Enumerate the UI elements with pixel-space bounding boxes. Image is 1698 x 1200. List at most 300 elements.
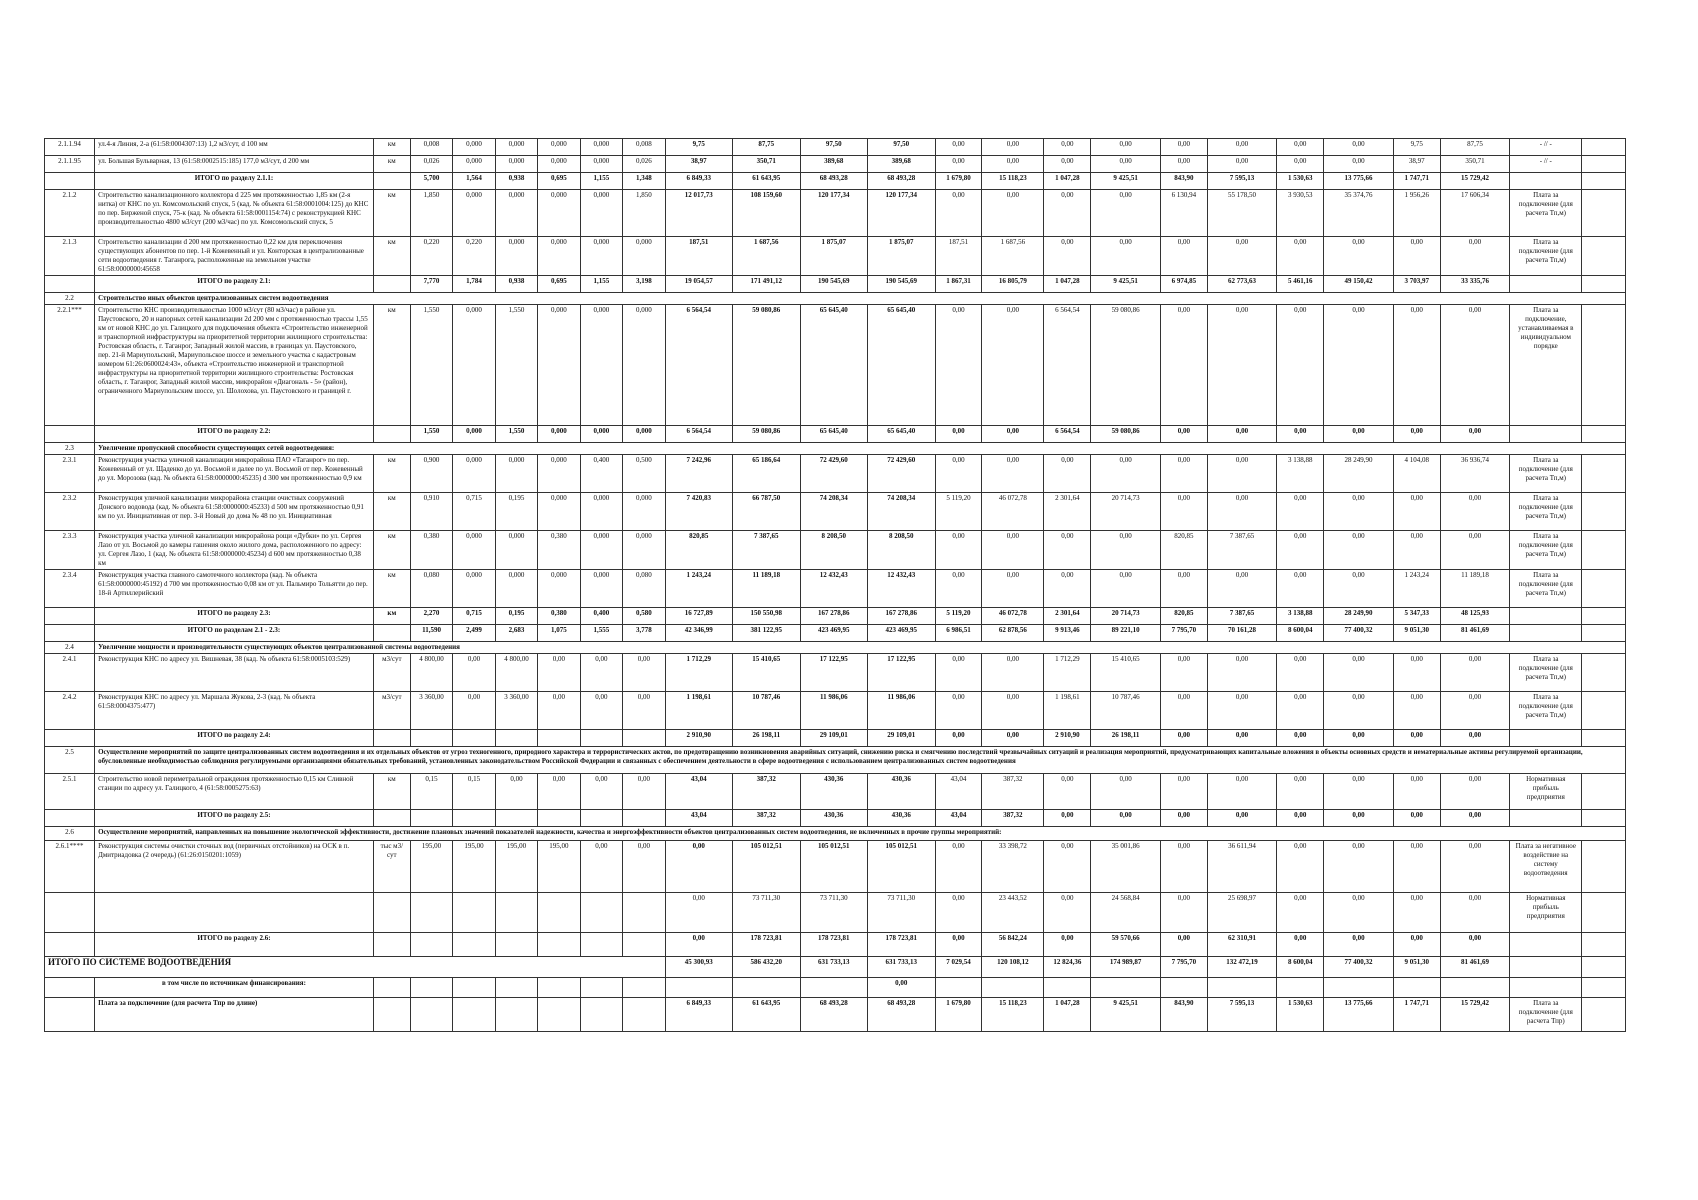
value-cell: 2 301,64: [1044, 608, 1091, 625]
subtotal-label: ИТОГО по разделу 2.6:: [95, 933, 374, 957]
value-cell: 0,00: [1160, 774, 1207, 810]
value-cell: 0,00: [1393, 933, 1440, 957]
item-name: Реконструкция участка уличной канализации микрорайона ПАО «Таганрог» по пер. Кожевенный от ул. Щаденко до ул. Восьмой и далее по ул. Восьмой от пер. Кожевенный до ул. Морозова (кад. № объекта 61:58:0000000:45235) d 300 мм протяженностью 0,9 км: [95, 455, 374, 493]
value-cell: 33 398,72: [982, 841, 1044, 893]
value-cell: 6 849,33: [665, 173, 733, 190]
value-cell: 9 425,51: [1091, 276, 1161, 293]
value-cell: 0,00: [1440, 493, 1510, 531]
value-cell: 0,00: [1207, 654, 1277, 692]
value-cell: 0,00: [982, 531, 1044, 570]
value-cell: 0,00: [1207, 139, 1277, 156]
value-cell: 68 493,28: [868, 173, 936, 190]
item-unit: [373, 978, 410, 998]
value-cell: 0,00: [1207, 426, 1277, 443]
value-cell: 0,00: [868, 978, 936, 998]
value-cell: 0,00: [1160, 654, 1207, 692]
value-cell: 7 595,13: [1207, 173, 1277, 190]
value-cell: 0,695: [538, 173, 580, 190]
value-cell: 0,00: [935, 933, 982, 957]
value-cell: 15 410,65: [1091, 654, 1161, 692]
empty-cell: [95, 893, 374, 933]
value-cell: 0,00: [935, 531, 982, 570]
value-cell: 4 800,00: [495, 654, 537, 692]
funding-source: Плата за подключение (для расчета Тпр): [1510, 998, 1582, 1032]
value-cell: 1 243,24: [665, 570, 733, 608]
value-cell: 430,36: [800, 774, 868, 810]
value-cell: 0,380: [538, 608, 580, 625]
value-cell: 0,715: [453, 493, 495, 531]
value-cell: 74 208,34: [868, 493, 936, 531]
item-name: Реконструкция участка главного самотечного коллектора (кад. № объекта 61:58:0000000:45192) d 700 мм протяженностью 0,08 км от ул. Пальмиро Тольятти до пер. 18-й Артиллерийский: [95, 570, 374, 608]
value-cell: [538, 933, 580, 957]
value-cell: 6 849,33: [665, 998, 733, 1032]
value-cell: 0,00: [580, 841, 622, 893]
value-cell: 24 568,84: [1091, 893, 1161, 933]
table-row: [45, 774, 1626, 810]
value-cell: 0,00: [982, 730, 1044, 747]
value-cell: 15 410,65: [733, 654, 801, 692]
value-cell: 0,910: [410, 493, 452, 531]
value-cell: 10 787,46: [1091, 692, 1161, 730]
value-cell: 0,00: [982, 139, 1044, 156]
item-unit: [373, 173, 410, 190]
value-cell: [453, 810, 495, 827]
value-cell: 70 161,28: [1207, 625, 1277, 642]
value-cell: 0,00: [623, 774, 665, 810]
value-cell: 0,00: [1393, 841, 1440, 893]
value-cell: 0,00: [453, 692, 495, 730]
item-code: 2.5.1: [45, 774, 95, 810]
item-unit: км: [373, 237, 410, 276]
value-cell: 0,00: [1207, 730, 1277, 747]
section-header-row: [45, 293, 1626, 305]
value-cell: 26 198,11: [733, 730, 801, 747]
value-cell: 0,000: [623, 305, 665, 426]
item-code: 2.4.1: [45, 654, 95, 692]
value-cell: 77 400,32: [1324, 625, 1394, 642]
value-cell: 0,000: [623, 531, 665, 570]
value-cell: 0,00: [1044, 190, 1091, 237]
value-cell: 8 208,50: [868, 531, 936, 570]
value-cell: [623, 933, 665, 957]
value-cell: 1,850: [410, 190, 452, 237]
value-cell: 1 687,56: [982, 237, 1044, 276]
value-cell: [453, 730, 495, 747]
value-cell: 38,97: [1393, 156, 1440, 173]
value-cell: 0,000: [495, 455, 537, 493]
extra-cell: [1582, 998, 1626, 1032]
value-cell: [665, 978, 733, 998]
table-row: [45, 139, 1626, 156]
value-cell: 820,85: [1160, 531, 1207, 570]
value-cell: 7 795,70: [1160, 625, 1207, 642]
funding-source: Плата за негативное воздействие на систему водоотведения: [1510, 841, 1582, 893]
value-cell: 0,00: [935, 570, 982, 608]
value-cell: [1091, 978, 1161, 998]
section-code: 2.5: [45, 747, 95, 774]
value-cell: 0,00: [1044, 237, 1091, 276]
value-cell: 0,00: [935, 841, 982, 893]
value-cell: 0,15: [453, 774, 495, 810]
value-cell: 187,51: [935, 237, 982, 276]
value-cell: [453, 978, 495, 998]
value-cell: 0,00: [935, 156, 982, 173]
value-cell: 0,00: [1393, 654, 1440, 692]
value-cell: 0,00: [1207, 493, 1277, 531]
subtotal-row: [45, 276, 1626, 293]
value-cell: 3 930,53: [1277, 190, 1324, 237]
value-cell: 8 600,04: [1277, 957, 1324, 978]
empty-cell: [45, 608, 95, 625]
funding-source: Плата за подключение (для расчета Тп,м): [1510, 654, 1582, 692]
value-cell: 3 138,88: [1277, 455, 1324, 493]
item-name: Реконструкция участка уличной канализации микрорайона рощи «Дубки» по ул. Сергея Лазо от ул. Восьмой до камеры гашения около жилого дома, расположенного по адресу: ул. Сергея Лазо, 1 (кад. № объекта 61:58:0000000:45234) d 600 мм протяженностью 0,38 км: [95, 531, 374, 570]
value-cell: 0,000: [623, 237, 665, 276]
extra-cell: [1582, 531, 1626, 570]
value-cell: 0,00: [982, 156, 1044, 173]
value-cell: 6 974,85: [1160, 276, 1207, 293]
value-cell: 430,36: [868, 774, 936, 810]
value-cell: 7 029,54: [935, 957, 982, 978]
value-cell: 387,32: [982, 810, 1044, 827]
funding-source: Плата за подключение (для расчета Тп,м): [1510, 570, 1582, 608]
value-cell: 120 108,12: [982, 957, 1044, 978]
funding-source: [1510, 276, 1582, 293]
value-cell: 17 122,95: [800, 654, 868, 692]
value-cell: 0,220: [453, 237, 495, 276]
value-cell: 61 643,95: [733, 998, 801, 1032]
value-cell: 56 842,24: [982, 933, 1044, 957]
section-title: Увеличение мощности и производительности существующих объектов централизованной системы водоотведения: [95, 642, 1626, 654]
value-cell: 0,00: [1324, 730, 1394, 747]
value-cell: 0,00: [1324, 426, 1394, 443]
value-cell: 0,00: [1440, 774, 1510, 810]
value-cell: 73 711,30: [868, 893, 936, 933]
value-cell: 195,00: [495, 841, 537, 893]
value-cell: 65 645,40: [868, 426, 936, 443]
extra-cell: [1582, 455, 1626, 493]
item-name: Строительство КНС производительностью 1000 м3/сут (80 м3/час) в районе ул. Паустовского, 20 и напорных сетей канализации 2d 200 мм с протяженностью трассы 1,55 км от новой КНС до ул. Галицкого для подключения объекта «Строительство инженерной и транспортной инфраструктуры на приоритетной территории жилищного строительства: Ростовская область, г. Таганрог, Западный жилой массив, в границах ул. Паустовского, пер. 21-й Мариупольский, Мариупольское шоссе и земельного участка с кадастровым номером 61:26:0600024:43», объекта «Строительство инженерной и транспортной инфраструктуры на приоритетной территории жилищного строительства: Ростовская область, г. Таганрог, Западный жилой массив, микрорайон «Диагональ - 5» (район), ограниченного Мариупольским шоссе, ул. Шолохова, ул. Паустовского и границей г.: [95, 305, 374, 426]
value-cell: 29 109,01: [800, 730, 868, 747]
value-cell: 0,715: [453, 608, 495, 625]
value-cell: 0,400: [580, 455, 622, 493]
value-cell: 48 125,93: [1440, 608, 1510, 625]
value-cell: 0,000: [580, 156, 622, 173]
value-cell: 0,00: [580, 774, 622, 810]
value-cell: 0,000: [453, 190, 495, 237]
value-cell: 0,00: [1324, 156, 1394, 173]
value-cell: 97,50: [800, 139, 868, 156]
value-cell: 0,00: [623, 654, 665, 692]
value-cell: 72 429,60: [800, 455, 868, 493]
value-cell: 0,00: [538, 692, 580, 730]
value-cell: 0,000: [453, 570, 495, 608]
item-name: Реконструкция системы очистки сточных вод (первичных отстойников) на ОСК в п. Дмитриадовка (2 очередь) (61:26:0150201:1059): [95, 841, 374, 893]
value-cell: 0,000: [538, 156, 580, 173]
funding-source: Плата за подключение (для расчета Тп,м): [1510, 237, 1582, 276]
value-cell: 0,080: [623, 570, 665, 608]
value-cell: 1 956,26: [1393, 190, 1440, 237]
item-unit: м3/сут: [373, 692, 410, 730]
value-cell: 167 278,86: [868, 608, 936, 625]
empty-cell: [45, 893, 95, 933]
extra-cell: [1582, 426, 1626, 443]
value-cell: [1393, 978, 1440, 998]
value-cell: 0,00: [1393, 493, 1440, 531]
value-cell: 0,000: [453, 139, 495, 156]
value-cell: 0,00: [1393, 305, 1440, 426]
item-unit: тыс м3/сут: [373, 841, 410, 893]
value-cell: 7 387,65: [733, 531, 801, 570]
funding-source: [1510, 810, 1582, 827]
value-cell: 0,00: [1440, 426, 1510, 443]
value-cell: 1 747,71: [1393, 173, 1440, 190]
extra-cell: [1582, 173, 1626, 190]
value-cell: 0,000: [580, 493, 622, 531]
value-cell: 0,00: [1277, 139, 1324, 156]
section-header-row: [45, 747, 1626, 774]
item-unit: км: [373, 305, 410, 426]
value-cell: 0,00: [982, 190, 1044, 237]
funding-source: Плата за подключение (для расчета Тп,м): [1510, 190, 1582, 237]
value-cell: 1 875,07: [800, 237, 868, 276]
value-cell: 46 072,78: [982, 493, 1044, 531]
value-cell: 0,026: [623, 156, 665, 173]
value-cell: 0,00: [1277, 156, 1324, 173]
value-cell: [623, 978, 665, 998]
value-cell: 0,000: [453, 531, 495, 570]
item-name: Реконструкция уличной канализации микрорайона станции очистных сооружений Донского водовода (кад. № объекта 61:58:0000000:45233) d 500 мм протяженностью 0,91 км по ул. Инициативная от пер. 3-й Новый до дома № 48 по ул. Инициативная: [95, 493, 374, 531]
subtotal-row: [45, 608, 1626, 625]
value-cell: 0,00: [1160, 156, 1207, 173]
value-cell: [495, 730, 537, 747]
item-code: 2.6.1****: [45, 841, 95, 893]
subtotal-row: [45, 810, 1626, 827]
value-cell: [580, 730, 622, 747]
value-cell: 0,00: [1324, 570, 1394, 608]
value-cell: 28 249,90: [1324, 608, 1394, 625]
value-cell: 0,000: [538, 139, 580, 156]
value-cell: 2 910,90: [1044, 730, 1091, 747]
extra-cell: [1582, 156, 1626, 173]
value-cell: 1 198,61: [665, 692, 733, 730]
value-cell: 62 310,91: [1207, 933, 1277, 957]
value-cell: 0,00: [982, 654, 1044, 692]
value-cell: 631 733,13: [800, 957, 868, 978]
value-cell: 0,00: [1277, 531, 1324, 570]
value-cell: 7 387,65: [1207, 608, 1277, 625]
value-cell: 0,00: [1324, 893, 1394, 933]
value-cell: 87,75: [733, 139, 801, 156]
value-cell: 61 643,95: [733, 173, 801, 190]
value-cell: 15 729,42: [1440, 173, 1510, 190]
value-cell: 9 051,30: [1393, 625, 1440, 642]
item-name: Строительство канализации d 200 мм протяженностью 0,22 км для переключения существующих абонентов по пер. 1-й Кожевенный и ул. Конторская в централизованные сети водоотведения г. Таганрога, расположенные на земельном участке 61:58:0000000:45658: [95, 237, 374, 276]
value-cell: [1160, 978, 1207, 998]
value-cell: 0,000: [580, 139, 622, 156]
value-cell: [410, 810, 452, 827]
value-cell: 2 301,64: [1044, 493, 1091, 531]
value-cell: 6 986,51: [935, 625, 982, 642]
value-cell: 0,00: [1393, 730, 1440, 747]
value-cell: 7 420,83: [665, 493, 733, 531]
item-name: ул.4-я Линия, 2-а (61:58:0004307:13) 1,2 м3/сут, d 100 мм: [95, 139, 374, 156]
value-cell: 0,080: [410, 570, 452, 608]
value-cell: 423 469,95: [868, 625, 936, 642]
value-cell: [1044, 978, 1091, 998]
section-code: 2.4: [45, 642, 95, 654]
value-cell: 13 775,66: [1324, 998, 1394, 1032]
value-cell: 9 913,46: [1044, 625, 1091, 642]
item-code: 2.4.2: [45, 692, 95, 730]
value-cell: 1 530,63: [1277, 173, 1324, 190]
value-cell: 0,008: [410, 139, 452, 156]
value-cell: 81 461,69: [1440, 957, 1510, 978]
table-row: [45, 455, 1626, 493]
value-cell: 0,000: [538, 493, 580, 531]
funding-source: [1510, 978, 1582, 998]
funding-source: [1510, 625, 1582, 642]
value-cell: 0,00: [665, 893, 733, 933]
value-cell: 0,00: [1044, 933, 1091, 957]
value-cell: 43,04: [665, 810, 733, 827]
value-cell: [935, 978, 982, 998]
subtotal-label: ИТОГО по разделу 2.1.1:: [95, 173, 374, 190]
value-cell: 11 986,06: [800, 692, 868, 730]
value-cell: 0,00: [453, 654, 495, 692]
value-cell: 35 001,86: [1091, 841, 1161, 893]
value-cell: 0,00: [1324, 305, 1394, 426]
extra-cell: [1582, 305, 1626, 426]
value-cell: 65 645,40: [800, 426, 868, 443]
value-cell: 0,00: [1091, 237, 1161, 276]
value-cell: 4 800,00: [410, 654, 452, 692]
value-cell: 8 208,50: [800, 531, 868, 570]
value-cell: 0,00: [1277, 305, 1324, 426]
extra-cell: [1582, 957, 1626, 978]
funding-source: [1510, 933, 1582, 957]
value-cell: 843,90: [1160, 998, 1207, 1032]
value-cell: 5 347,33: [1393, 608, 1440, 625]
value-cell: 0,00: [1044, 810, 1091, 827]
value-cell: 0,00: [1277, 810, 1324, 827]
data-table: [44, 138, 1626, 1032]
value-cell: 0,00: [1277, 237, 1324, 276]
funding-source: Плата за подключение (для расчета Тп,м): [1510, 531, 1582, 570]
value-cell: 3 360,00: [410, 692, 452, 730]
value-cell: 1,555: [580, 625, 622, 642]
value-cell: 0,00: [1324, 933, 1394, 957]
extra-cell: [1582, 237, 1626, 276]
value-cell: 0,00: [1440, 841, 1510, 893]
value-cell: 20 714,73: [1091, 493, 1161, 531]
item-unit: [373, 276, 410, 293]
item-unit: км: [373, 156, 410, 173]
value-cell: 190 545,69: [800, 276, 868, 293]
value-cell: 7 242,96: [665, 455, 733, 493]
value-cell: 17 122,95: [868, 654, 936, 692]
funding-source: Плата за подключение (для расчета Тп,м): [1510, 692, 1582, 730]
empty-cell: [538, 893, 580, 933]
value-cell: 631 733,13: [868, 957, 936, 978]
value-cell: 0,00: [935, 426, 982, 443]
grand-total-label: ИТОГО ПО СИСТЕМЕ ВОДООТВЕДЕНИЯ: [45, 957, 666, 978]
value-cell: 1,550: [410, 305, 452, 426]
value-cell: 1 243,24: [1393, 570, 1440, 608]
extra-cell: [1582, 692, 1626, 730]
value-cell: [623, 810, 665, 827]
value-cell: 0,00: [1160, 455, 1207, 493]
value-cell: 178 723,81: [733, 933, 801, 957]
value-cell: 0,00: [1277, 426, 1324, 443]
value-cell: 0,00: [1393, 774, 1440, 810]
value-cell: 0,000: [623, 493, 665, 531]
value-cell: 68 493,28: [800, 173, 868, 190]
value-cell: 62 773,63: [1207, 276, 1277, 293]
table-row: [45, 570, 1626, 608]
value-cell: 0,400: [580, 608, 622, 625]
value-cell: 820,85: [665, 531, 733, 570]
value-cell: 0,00: [1160, 493, 1207, 531]
value-cell: 0,00: [1324, 692, 1394, 730]
value-cell: 0,00: [1044, 841, 1091, 893]
value-cell: 7,770: [410, 276, 452, 293]
extra-cell: [1582, 276, 1626, 293]
value-cell: 0,00: [935, 455, 982, 493]
funding-source: - // -: [1510, 139, 1582, 156]
subtotal-label: ИТОГО по разделу 2.3:: [95, 608, 374, 625]
value-cell: 1 712,29: [665, 654, 733, 692]
value-cell: 0,00: [1091, 810, 1161, 827]
extra-cell: [1582, 190, 1626, 237]
value-cell: 1 687,56: [733, 237, 801, 276]
table-row: [45, 841, 1626, 893]
subtotal-row: [45, 173, 1626, 190]
value-cell: 0,00: [1160, 692, 1207, 730]
value-cell: [982, 978, 1044, 998]
item-unit: [373, 426, 410, 443]
value-cell: 45 300,93: [665, 957, 733, 978]
value-cell: 0,00: [1277, 893, 1324, 933]
value-cell: 0,220: [410, 237, 452, 276]
value-cell: 33 335,76: [1440, 276, 1510, 293]
empty-cell: [45, 978, 95, 998]
funding-source: Плата за подключение, устанавливаемая в индивидуальном порядке: [1510, 305, 1582, 426]
section-title: Увеличение пропускной способности существующих сетей водоотведения:: [95, 443, 1626, 455]
value-cell: 430,36: [868, 810, 936, 827]
value-cell: 5 461,16: [1277, 276, 1324, 293]
empty-cell: [45, 173, 95, 190]
empty-cell: [623, 893, 665, 933]
extra-cell: [1582, 841, 1626, 893]
section-code: 2.2: [45, 293, 95, 305]
value-cell: 389,68: [868, 156, 936, 173]
value-cell: 0,00: [935, 654, 982, 692]
value-cell: 0,00: [1324, 654, 1394, 692]
value-cell: 0,00: [1091, 531, 1161, 570]
extra-cell: [1582, 493, 1626, 531]
subtotal-label: ИТОГО по разделу 2.2:: [95, 426, 374, 443]
value-cell: 0,00: [1160, 139, 1207, 156]
value-cell: 120 177,34: [800, 190, 868, 237]
value-cell: 0,000: [538, 305, 580, 426]
value-cell: 0,00: [1277, 493, 1324, 531]
empty-cell: [373, 893, 410, 933]
value-cell: 11,590: [410, 625, 452, 642]
value-cell: 0,000: [538, 237, 580, 276]
value-cell: 0,00: [1044, 893, 1091, 933]
value-cell: 2,499: [453, 625, 495, 642]
